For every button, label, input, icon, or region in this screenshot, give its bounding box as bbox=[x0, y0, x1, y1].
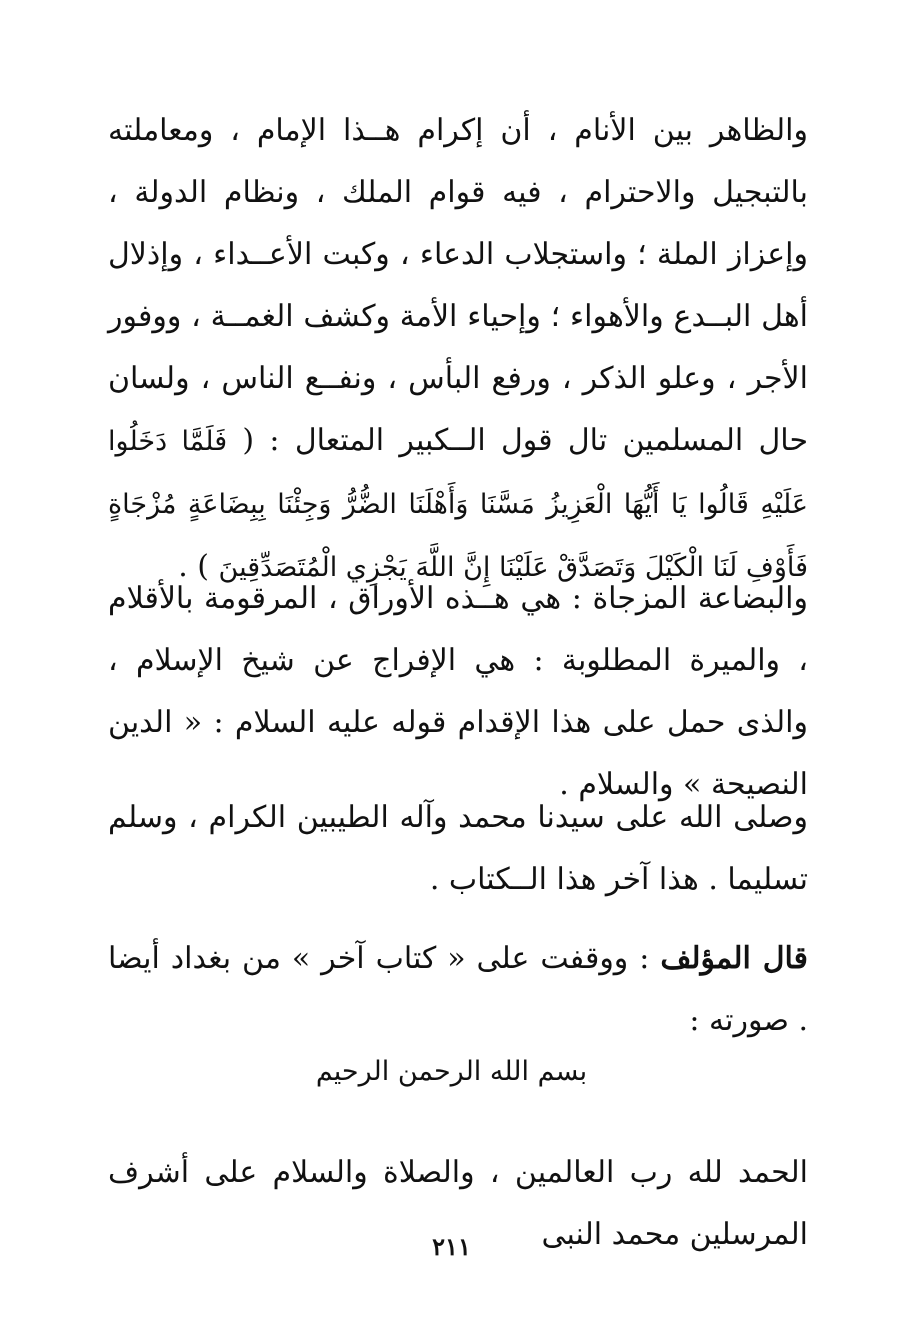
paragraph-merchandise bbox=[108, 568, 808, 816]
paragraph-lead: والبضاعة المزجاة bbox=[592, 581, 808, 616]
paragraph-honoring-imam bbox=[108, 100, 808, 599]
paragraph-author-note bbox=[108, 928, 808, 1052]
basmala-heading: بسم الله الرحمن الرحيم bbox=[315, 1056, 588, 1087]
paragraph-text: وصلى الله على سيدنا محمد وآله الطيبين الكرام ، وسلم تسليما . هذا آخر هذا الــكتاب . bbox=[108, 800, 808, 897]
paragraph-text: : ووقفت على « كتاب آخر » من بغداد أيضا . صورته : bbox=[108, 941, 808, 1038]
quran-verse: فَلَمَّا دَخَلُوا عَلَيْهِ قَالُوا يَا أَيُّهَا الْعَزِيزُ مَسَّنَا وَأَهْلَنَا الضُّرُّ وَجِئْنَا بِبِضَاعَةٍ مُزْجَاةٍ فَأَوْفِ لَنَا الْكَيْلَ وَتَصَدَّقْ عَلَيْنَا إِنَّ اللَّهَ يَجْزِي الْمُتَصَدِّقِينَ bbox=[108, 426, 808, 583]
paragraph-text: : هي هــذه الأوراق ، المرقومة بالأقلام ، والميرة المطلوبة : هي الإفراج عن شيخ الإسلام ، والذى حمل على هذا الإقدام قوله عليه السلام : « الدين النصيحة » والسلام . bbox=[108, 581, 808, 802]
paragraph-closing-prayer bbox=[108, 787, 808, 911]
paragraph-text: والظاهر بين الأنام ، أن إكرام هــذا الإمام ، ومعاملته بالتبجيل والاحترام ، فيه قوام الملك ، ونظام الدولة ، وإعزاز الملة ؛ واستجلاب الدعاء ، وكبت الأعــداء ، وإذلال أهل البــدع والأهواء ؛ وإحياء الأمة وكشف الغمــة ، ووفور الأجر ، وعلو الذكر ، ورفع البأس ، ونفــع الناس ، ولسان حال المسلمين تال قول الــكبير المتعال : ( bbox=[108, 113, 809, 458]
author-label: قال المؤلف bbox=[660, 941, 808, 976]
page-number: ٢١١ bbox=[432, 1232, 471, 1261]
paragraph-text: الحمد لله رب العالمين ، والصلاة والسلام على أشرف المرسلين محمد النبى bbox=[108, 1155, 808, 1252]
verse-closing-bracket: ) . bbox=[178, 549, 209, 584]
